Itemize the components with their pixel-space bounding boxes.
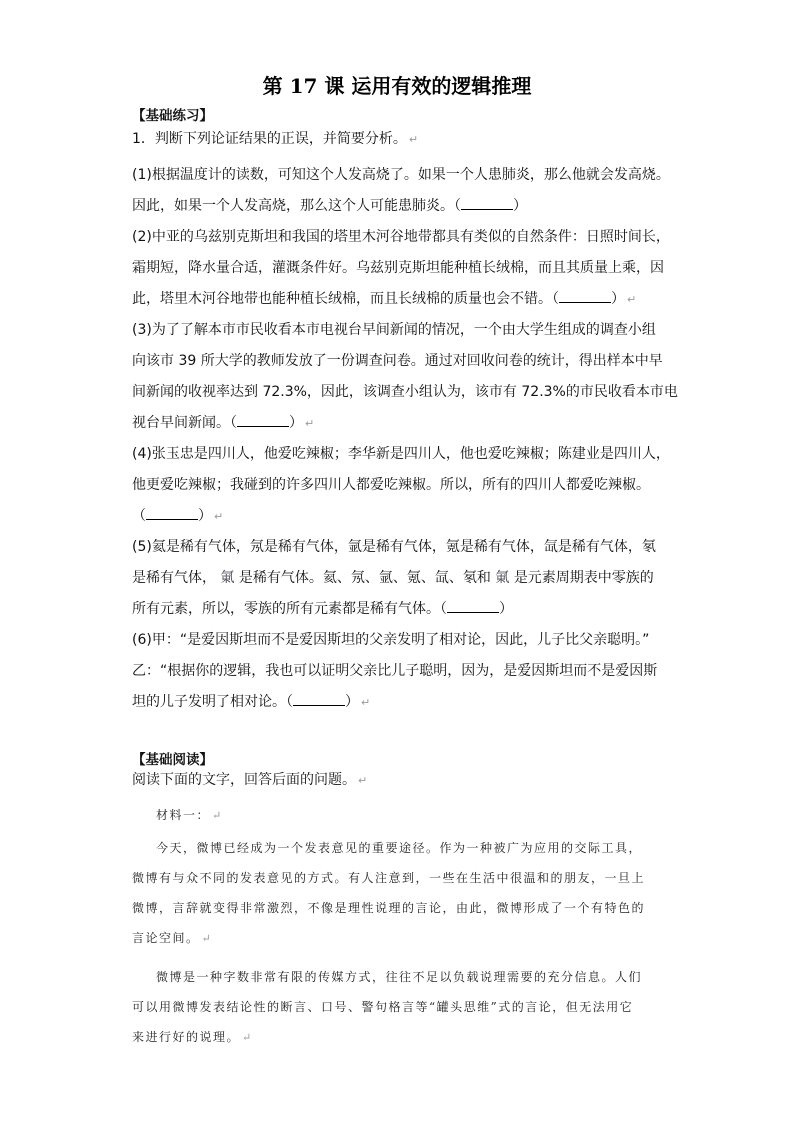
question-4: (4)张玉忠是四川人，他爱吃辣椒；李华新是四川人，他也爱吃辣椒；陈建业是四川人， 他更爱吃辣椒；我碰到的许多四川人都爱吃辣椒。所以，所有的四川人都爱吃辣椒。 （ ） ↵ bbox=[132, 446, 670, 524]
question-intro: 1．判断下列论证结果的正误，并简要分析。 ↵ bbox=[132, 131, 419, 147]
answer-blank[interactable] bbox=[461, 199, 513, 210]
answer-blank[interactable] bbox=[559, 292, 611, 303]
answer-blank[interactable] bbox=[447, 602, 499, 613]
section-heading-basic-reading: 【基础阅读】 bbox=[132, 752, 213, 768]
material-paragraph-1: 今天，微博已经成为一个发表意见的重要途径。作为一种被广为应用的交际工具， 微博有与众不同的发表意见的方式。有人注意到，一些在生活中很温和的朋友，一旦上 微博，言辞就变得非常激烈，不像是理性说理的言论，由此，微博形成了一个有特色的 言论空间。 ↵ bbox=[132, 841, 646, 945]
section-heading-basic-practice: 【基础练习】 bbox=[132, 108, 213, 124]
question-1: (1)根据温度计的读数，可知这个人发高烧了。如果一个人患肺炎，那么他就会发高烧。 因此，如果一个人发高烧，那么这个人可能患肺炎。（ ） bbox=[132, 167, 670, 214]
material-paragraph-2: 微博是一种字数非常有限的传媒方式，往往不足以负载说理需要的充分信息。人们 可以用微博发表结论性的断言、口号、警句格言等“罐头思维”式的言论，但无法用它 来进行好的说理。 ↵ bbox=[132, 970, 643, 1044]
question-3: (3)为了了解本市市民收看本市电视台早间新闻的情况，一个由大学生组成的调查小组 向该市 39 所大学的教师发放了一份调查问卷。通过对回收问卷的统计，得出样本中早 间新闻的收视率达到 72.3%，因此，该调查小组认为，该市有 72.3%的市民收看本市电 视台早间新闻。（ ） ↵ bbox=[132, 322, 678, 431]
question-2: (2)中亚的乌兹别克斯坦和我国的塔里木河谷地带都具有类似的自然条件：日照时间长， 霜期短，降水量合适，灌溉条件好。乌兹别克斯坦能种植长绒棉，而且其质量上乘，因 此，塔里木河谷地带也能种植长绒棉，而且长绒棉的质量也会不错。（ ） ↵ bbox=[132, 229, 670, 307]
answer-blank[interactable] bbox=[237, 416, 289, 427]
question-5: (5)氦是稀有气体，氖是稀有气体，氩是稀有气体，氪是稀有气体，氙是稀有气体，氡 是稀有气体， 氭 是稀有气体。氦、氖、氩、氪、氙、氡和 氭 是元素周期表中零族的 所有元素，所以，零族的所有元素都是稀有气体。（ ） bbox=[132, 539, 656, 617]
question-block bbox=[132, 124, 678, 718]
answer-blank[interactable] bbox=[293, 695, 345, 706]
material-block bbox=[132, 800, 672, 1053]
material-label: 材料一： ↵ bbox=[156, 808, 223, 822]
answer-blank[interactable] bbox=[146, 509, 198, 520]
reading-intro: 阅读下面的文字，回答后面的问题。 ↵ bbox=[132, 772, 368, 788]
page-title: 第 17 课 运用有效的逻辑推理 bbox=[262, 74, 532, 98]
question-6: (6)甲：“是爱因斯坦而不是爱因斯坦的父亲发明了相对论，因此，儿子比父亲聪明。” 乙：“根据你的逻辑，我也可以证明父亲比儿子聪明，因为，是爱因斯坦而不是爱因斯 坦的儿子发明了相对论。（ ） ↵ bbox=[132, 632, 658, 710]
